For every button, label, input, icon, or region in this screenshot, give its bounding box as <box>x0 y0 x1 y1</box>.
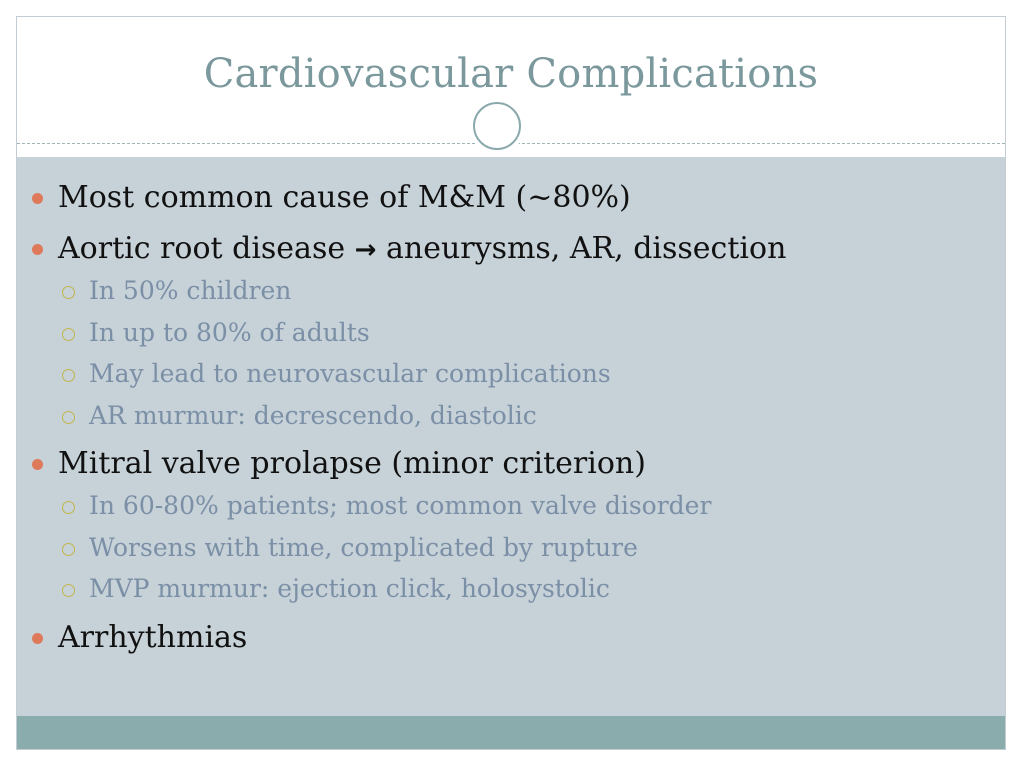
footer-band <box>17 716 1005 750</box>
sub-bullet-item <box>32 315 972 357</box>
bullet-item <box>32 228 972 279</box>
sub-bullet-item <box>32 488 972 530</box>
sub-bullet-ring-icon <box>62 501 75 514</box>
sub-bullet-ring-icon <box>62 369 75 382</box>
bullet-text: Aortic root disease <box>58 231 346 266</box>
divider-ornament-circle <box>473 102 521 150</box>
sub-bullet-ring-icon <box>62 543 75 556</box>
sub-bullet-item <box>32 273 972 315</box>
sub-bullet-ring-icon <box>62 584 75 597</box>
sub-bullet-item <box>32 398 972 440</box>
sub-bullet-text: In 60-80% patients; most common valve disorder <box>89 491 712 520</box>
sub-bullet-item <box>32 571 972 613</box>
bullet-text: Most common cause of M&M (~80%) <box>58 180 631 215</box>
slide-title: Cardiovascular Complications <box>203 51 819 97</box>
sub-bullet-text: May lead to neurovascular complications <box>89 359 611 388</box>
bullet-text: aneurysms, AR, dissection <box>386 231 787 266</box>
bullet-dot-icon <box>32 633 43 644</box>
bullet-dot-icon <box>32 193 43 204</box>
bullet-item <box>32 177 972 228</box>
sub-bullet-text: AR murmur: decrescendo, diastolic <box>89 400 537 430</box>
sub-bullet-item <box>32 530 972 572</box>
sub-bullet-text: In 50% children <box>89 276 292 305</box>
sub-bullet-ring-icon <box>62 286 75 299</box>
bullet-dot-icon <box>32 459 43 470</box>
sub-bullet-text: In up to 80% of adults <box>89 317 370 347</box>
sub-bullet-text: MVP murmur: ejection click, holosystolic <box>89 574 610 603</box>
bullet-item <box>32 617 972 668</box>
bullet-text: Arrhythmias <box>58 619 248 655</box>
sub-bullet-ring-icon <box>62 328 75 341</box>
sub-bullet-text: Worsens with time, complicated by rupture <box>89 532 638 562</box>
right-arrow-icon: → <box>354 235 377 265</box>
sub-bullet-ring-icon <box>62 411 75 424</box>
bullet-item <box>32 443 972 494</box>
bullet-list <box>32 177 972 668</box>
sub-bullet-item <box>32 356 972 398</box>
bullet-text: Mitral valve prolapse (minor criterion) <box>58 446 646 481</box>
bullet-dot-icon <box>32 244 43 255</box>
